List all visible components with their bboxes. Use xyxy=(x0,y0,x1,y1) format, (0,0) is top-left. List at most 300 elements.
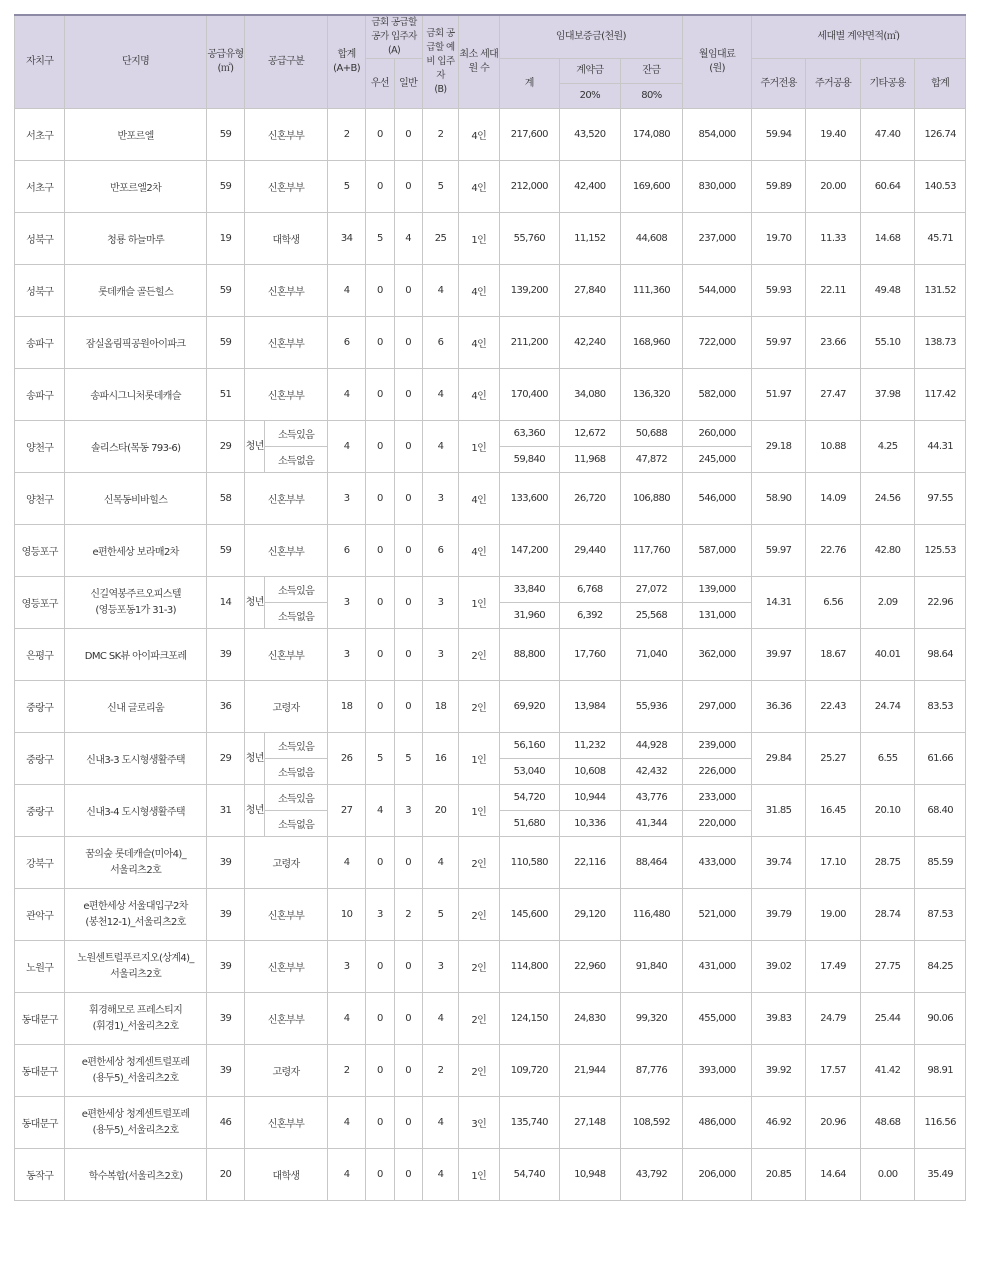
cell-a1: 39.83 xyxy=(751,993,806,1045)
cell-a1: 39.79 xyxy=(751,889,806,941)
cell-supply-category: 신혼부부 xyxy=(245,369,328,421)
cell-pri: 0 xyxy=(366,941,394,993)
cell-con: 10,608 xyxy=(560,759,621,785)
cell-a1: 46.92 xyxy=(751,1097,806,1149)
rental-supply-table xyxy=(14,14,966,1201)
cell-income-no: 소득없음 xyxy=(265,603,328,629)
cell-pri: 0 xyxy=(366,629,394,681)
table-body xyxy=(15,109,966,1201)
cell-min: 4인 xyxy=(459,525,499,577)
cell-gen: 0 xyxy=(394,1149,422,1201)
cell-rent: 830,000 xyxy=(683,161,752,213)
cell-min: 4인 xyxy=(459,161,499,213)
cell-total: 4 xyxy=(327,1149,365,1201)
cell-district: 동대문구 xyxy=(15,993,65,1045)
cell-con: 11,152 xyxy=(560,213,621,265)
cell-a3: 47.40 xyxy=(860,109,915,161)
cell-district: 동대문구 xyxy=(15,1045,65,1097)
header-area-sum: 합계 xyxy=(915,59,966,109)
cell-a3: 60.64 xyxy=(860,161,915,213)
table-row xyxy=(15,993,966,1045)
cell-reserve: 18 xyxy=(422,681,458,733)
cell-complex-name: 신내3-4 도시형생활주택 xyxy=(65,785,206,837)
cell-bal: 71,040 xyxy=(620,629,683,681)
cell-pri: 0 xyxy=(366,161,394,213)
cell-gen: 0 xyxy=(394,577,422,629)
cell-district: 동작구 xyxy=(15,1149,65,1201)
header-complex: 단지명 xyxy=(65,15,206,109)
cell-supply-type: 39 xyxy=(206,941,244,993)
cell-pri: 0 xyxy=(366,109,394,161)
cell-bal: 47,872 xyxy=(620,447,683,473)
cell-youth-label: 청년 xyxy=(245,785,265,837)
cell-district: 영등포구 xyxy=(15,525,65,577)
cell-reserve: 3 xyxy=(422,629,458,681)
cell-rent: 544,000 xyxy=(683,265,752,317)
cell-pri: 0 xyxy=(366,369,394,421)
cell-a1: 39.02 xyxy=(751,941,806,993)
cell-a3: 24.56 xyxy=(860,473,915,525)
cell-a2: 17.10 xyxy=(806,837,861,889)
cell-rent: 521,000 xyxy=(683,889,752,941)
cell-dep: 145,600 xyxy=(499,889,560,941)
cell-rent: 226,000 xyxy=(683,759,752,785)
cell-a2: 22.43 xyxy=(806,681,861,733)
header-priority: 우선 xyxy=(366,59,394,109)
cell-bal: 55,936 xyxy=(620,681,683,733)
cell-pri: 0 xyxy=(366,265,394,317)
table-row xyxy=(15,733,966,759)
cell-min: 2인 xyxy=(459,681,499,733)
table-row xyxy=(15,1045,966,1097)
cell-supply-type: 29 xyxy=(206,733,244,785)
cell-youth-label: 청년 xyxy=(245,421,265,473)
cell-reserve: 2 xyxy=(422,109,458,161)
cell-a4: 140.53 xyxy=(915,161,966,213)
cell-supply-type: 36 xyxy=(206,681,244,733)
cell-supply-category: 고령자 xyxy=(245,681,328,733)
cell-reserve: 2 xyxy=(422,1045,458,1097)
cell-dep: 53,040 xyxy=(499,759,560,785)
cell-district: 양천구 xyxy=(15,421,65,473)
cell-total: 5 xyxy=(327,161,365,213)
cell-con: 43,520 xyxy=(560,109,621,161)
cell-a2: 27.47 xyxy=(806,369,861,421)
cell-a2: 22.76 xyxy=(806,525,861,577)
cell-income-yes: 소득있음 xyxy=(265,733,328,759)
cell-a2: 11.33 xyxy=(806,213,861,265)
cell-bal: 108,592 xyxy=(620,1097,683,1149)
cell-total: 26 xyxy=(327,733,365,785)
header-total: 합계 (A+B) xyxy=(327,15,365,109)
cell-a1: 51.97 xyxy=(751,369,806,421)
cell-total: 18 xyxy=(327,681,365,733)
cell-district: 은평구 xyxy=(15,629,65,681)
cell-a3: 48.68 xyxy=(860,1097,915,1149)
cell-a1: 39.92 xyxy=(751,1045,806,1097)
cell-rent: 455,000 xyxy=(683,993,752,1045)
cell-district: 서초구 xyxy=(15,161,65,213)
table-wrapper xyxy=(14,14,966,1201)
cell-con: 22,116 xyxy=(560,837,621,889)
cell-bal: 169,600 xyxy=(620,161,683,213)
cell-income-yes: 소득있음 xyxy=(265,577,328,603)
cell-area-a3: 6.55 xyxy=(860,733,915,785)
cell-supply-type: 14 xyxy=(206,577,244,629)
cell-a2: 22.11 xyxy=(806,265,861,317)
table-row xyxy=(15,1149,966,1201)
cell-a4: 138.73 xyxy=(915,317,966,369)
cell-con: 11,968 xyxy=(560,447,621,473)
cell-dep: 59,840 xyxy=(499,447,560,473)
cell-complex-name: 신내3-3 도시형생활주택 xyxy=(65,733,206,785)
cell-supply-category: 신혼부부 xyxy=(245,265,328,317)
cell-a1: 39.97 xyxy=(751,629,806,681)
header-reserve: 금회 공급할 예비 입주자 (B) xyxy=(422,15,458,109)
cell-pri: 5 xyxy=(366,213,394,265)
cell-a3: 28.75 xyxy=(860,837,915,889)
cell-gen: 0 xyxy=(394,473,422,525)
cell-supply-category: 신혼부부 xyxy=(245,629,328,681)
cell-complex-name: 신내 글로리움 xyxy=(65,681,206,733)
cell-area-a3: 20.10 xyxy=(860,785,915,837)
cell-con: 22,960 xyxy=(560,941,621,993)
cell-con: 10,336 xyxy=(560,811,621,837)
cell-supply-category: 고령자 xyxy=(245,1045,328,1097)
header-district: 자치구 xyxy=(15,15,65,109)
cell-rent: 486,000 xyxy=(683,1097,752,1149)
cell-con: 10,944 xyxy=(560,785,621,811)
cell-complex-name: DMC SK뷰 아이파크포레 xyxy=(65,629,206,681)
cell-pri: 5 xyxy=(366,733,394,785)
table-row xyxy=(15,161,966,213)
cell-bal: 111,360 xyxy=(620,265,683,317)
cell-total: 2 xyxy=(327,109,365,161)
header-round-supply: 금회 공급할 공가 입주자 (A) xyxy=(366,15,423,59)
table-row xyxy=(15,109,966,161)
cell-district: 노원구 xyxy=(15,941,65,993)
cell-bal: 43,792 xyxy=(620,1149,683,1201)
cell-rent: 587,000 xyxy=(683,525,752,577)
cell-supply-type: 59 xyxy=(206,161,244,213)
cell-total: 4 xyxy=(327,1097,365,1149)
header-min-household: 최소 세대원 수 xyxy=(459,15,499,109)
cell-con: 12,672 xyxy=(560,421,621,447)
cell-con: 6,392 xyxy=(560,603,621,629)
cell-bal: 50,688 xyxy=(620,421,683,447)
cell-a3: 24.74 xyxy=(860,681,915,733)
cell-supply-type: 39 xyxy=(206,629,244,681)
cell-reserve: 4 xyxy=(422,369,458,421)
cell-a3: 49.48 xyxy=(860,265,915,317)
cell-a2: 19.40 xyxy=(806,109,861,161)
cell-complex-name: 반포르엘2차 xyxy=(65,161,206,213)
cell-supply-type: 59 xyxy=(206,317,244,369)
cell-dep: 147,200 xyxy=(499,525,560,577)
cell-supply-category: 고령자 xyxy=(245,837,328,889)
cell-bal: 174,080 xyxy=(620,109,683,161)
cell-complex-name: 신목동비바힐스 xyxy=(65,473,206,525)
table-row xyxy=(15,941,966,993)
cell-dep: 133,600 xyxy=(499,473,560,525)
cell-a1: 19.70 xyxy=(751,213,806,265)
cell-min: 1인 xyxy=(459,785,499,837)
cell-pri: 0 xyxy=(366,1149,394,1201)
cell-bal: 99,320 xyxy=(620,993,683,1045)
cell-a1: 59.89 xyxy=(751,161,806,213)
cell-gen: 0 xyxy=(394,161,422,213)
cell-min: 1인 xyxy=(459,1149,499,1201)
cell-reserve: 25 xyxy=(422,213,458,265)
cell-district: 동대문구 xyxy=(15,1097,65,1149)
cell-a4: 97.55 xyxy=(915,473,966,525)
cell-dep: 31,960 xyxy=(499,603,560,629)
cell-youth-label: 청년 xyxy=(245,577,265,629)
cell-complex-name: e편한세상 서울대입구2차 (봉천12-1)_서울리츠2호 xyxy=(65,889,206,941)
cell-gen: 0 xyxy=(394,629,422,681)
cell-gen: 5 xyxy=(394,733,422,785)
cell-area-a4: 44.31 xyxy=(915,421,966,473)
cell-con: 42,240 xyxy=(560,317,621,369)
cell-a4: 85.59 xyxy=(915,837,966,889)
cell-district: 성북구 xyxy=(15,265,65,317)
cell-district: 중랑구 xyxy=(15,785,65,837)
cell-gen: 3 xyxy=(394,785,422,837)
cell-district: 관악구 xyxy=(15,889,65,941)
cell-gen: 0 xyxy=(394,837,422,889)
cell-complex-name: 반포르엘 xyxy=(65,109,206,161)
cell-supply-type: 39 xyxy=(206,993,244,1045)
cell-a3: 25.44 xyxy=(860,993,915,1045)
cell-dep: 217,600 xyxy=(499,109,560,161)
cell-con: 27,148 xyxy=(560,1097,621,1149)
cell-pri: 0 xyxy=(366,1097,394,1149)
cell-total: 6 xyxy=(327,317,365,369)
cell-complex-name: 롯데캐슬 골든힐스 xyxy=(65,265,206,317)
header-balance-pct: 80% xyxy=(620,84,683,109)
cell-bal: 106,880 xyxy=(620,473,683,525)
cell-bal: 91,840 xyxy=(620,941,683,993)
cell-supply-type: 59 xyxy=(206,109,244,161)
cell-a4: 116.56 xyxy=(915,1097,966,1149)
cell-min: 2인 xyxy=(459,889,499,941)
cell-complex-name: e편한세상 청계센트럴포레 (용두5)_서울리츠2호 xyxy=(65,1045,206,1097)
cell-complex-name: 청룡 하늘마루 xyxy=(65,213,206,265)
cell-complex-name: 학수복합(서울리츠2호) xyxy=(65,1149,206,1201)
cell-complex-name: 송파시그니처롯데캐슬 xyxy=(65,369,206,421)
cell-reserve: 4 xyxy=(422,1149,458,1201)
cell-pri: 0 xyxy=(366,1045,394,1097)
cell-dep: 56,160 xyxy=(499,733,560,759)
cell-a4: 45.71 xyxy=(915,213,966,265)
cell-pri: 0 xyxy=(366,681,394,733)
cell-min: 1인 xyxy=(459,733,499,785)
cell-a1: 59.97 xyxy=(751,525,806,577)
cell-a3: 41.42 xyxy=(860,1045,915,1097)
cell-reserve: 4 xyxy=(422,421,458,473)
cell-a3: 27.75 xyxy=(860,941,915,993)
table-row xyxy=(15,785,966,811)
cell-dep: 55,760 xyxy=(499,213,560,265)
cell-total: 4 xyxy=(327,421,365,473)
cell-a1: 20.85 xyxy=(751,1149,806,1201)
cell-a2: 14.09 xyxy=(806,473,861,525)
cell-min: 4인 xyxy=(459,369,499,421)
cell-rent: 260,000 xyxy=(683,421,752,447)
cell-supply-category: 신혼부부 xyxy=(245,889,328,941)
header-area-other: 기타공용 xyxy=(860,59,915,109)
cell-a2: 23.66 xyxy=(806,317,861,369)
table-header xyxy=(15,15,966,109)
cell-a4: 35.49 xyxy=(915,1149,966,1201)
cell-a2: 17.49 xyxy=(806,941,861,993)
cell-reserve: 5 xyxy=(422,161,458,213)
cell-supply-type: 39 xyxy=(206,837,244,889)
cell-rent: 362,000 xyxy=(683,629,752,681)
cell-gen: 0 xyxy=(394,109,422,161)
cell-pri: 0 xyxy=(366,837,394,889)
cell-supply-type: 29 xyxy=(206,421,244,473)
cell-min: 1인 xyxy=(459,213,499,265)
cell-area-a2: 16.45 xyxy=(806,785,861,837)
cell-rent: 433,000 xyxy=(683,837,752,889)
cell-dep: 88,800 xyxy=(499,629,560,681)
cell-rent: 393,000 xyxy=(683,1045,752,1097)
cell-area-a2: 25.27 xyxy=(806,733,861,785)
cell-income-no: 소득없음 xyxy=(265,811,328,837)
cell-reserve: 6 xyxy=(422,317,458,369)
cell-rent: 245,000 xyxy=(683,447,752,473)
cell-con: 29,120 xyxy=(560,889,621,941)
table-row xyxy=(15,265,966,317)
cell-a2: 24.79 xyxy=(806,993,861,1045)
table-row xyxy=(15,317,966,369)
cell-area-a4: 22.96 xyxy=(915,577,966,629)
cell-rent: 239,000 xyxy=(683,733,752,759)
cell-supply-type: 59 xyxy=(206,525,244,577)
cell-min: 1인 xyxy=(459,421,499,473)
cell-min: 2인 xyxy=(459,941,499,993)
cell-area-a2: 6.56 xyxy=(806,577,861,629)
cell-gen: 0 xyxy=(394,993,422,1045)
cell-reserve: 4 xyxy=(422,993,458,1045)
cell-total: 4 xyxy=(327,369,365,421)
cell-income-yes: 소득있음 xyxy=(265,785,328,811)
cell-a3: 42.80 xyxy=(860,525,915,577)
cell-gen: 0 xyxy=(394,1097,422,1149)
cell-rent: 233,000 xyxy=(683,785,752,811)
cell-income-yes: 소득있음 xyxy=(265,421,328,447)
cell-income-no: 소득없음 xyxy=(265,447,328,473)
cell-min: 4인 xyxy=(459,265,499,317)
cell-total: 3 xyxy=(327,629,365,681)
cell-district: 성북구 xyxy=(15,213,65,265)
table-row xyxy=(15,889,966,941)
cell-gen: 0 xyxy=(394,1045,422,1097)
cell-a2: 17.57 xyxy=(806,1045,861,1097)
cell-bal: 42,432 xyxy=(620,759,683,785)
header-deposit: 임대보증금(천원) xyxy=(499,15,683,59)
cell-dep: 51,680 xyxy=(499,811,560,837)
cell-rent: 139,000 xyxy=(683,577,752,603)
header-supply-type: 공급유형 (㎡) xyxy=(206,15,244,109)
cell-rent: 220,000 xyxy=(683,811,752,837)
cell-area-a1: 29.18 xyxy=(751,421,806,473)
cell-con: 27,840 xyxy=(560,265,621,317)
cell-complex-name: e편한세상 청계센트럴포레 (용두5)_서울리츠2호 xyxy=(65,1097,206,1149)
cell-supply-category: 신혼부부 xyxy=(245,993,328,1045)
cell-district: 영등포구 xyxy=(15,577,65,629)
cell-reserve: 16 xyxy=(422,733,458,785)
cell-a4: 98.64 xyxy=(915,629,966,681)
cell-con: 10,948 xyxy=(560,1149,621,1201)
cell-a3: 14.68 xyxy=(860,213,915,265)
cell-pri: 0 xyxy=(366,317,394,369)
cell-pri: 0 xyxy=(366,993,394,1045)
cell-a1: 59.93 xyxy=(751,265,806,317)
cell-dep: 54,720 xyxy=(499,785,560,811)
cell-bal: 44,608 xyxy=(620,213,683,265)
cell-dep: 54,740 xyxy=(499,1149,560,1201)
cell-min: 4인 xyxy=(459,109,499,161)
cell-a2: 14.64 xyxy=(806,1149,861,1201)
cell-pri: 0 xyxy=(366,577,394,629)
cell-total: 3 xyxy=(327,941,365,993)
cell-complex-name: 꿈의숲 롯데캐슬(미아4)_ 서울리츠2호 xyxy=(65,837,206,889)
header-contract-pct: 20% xyxy=(560,84,621,109)
cell-area-a4: 61.66 xyxy=(915,733,966,785)
cell-gen: 0 xyxy=(394,317,422,369)
cell-dep: 110,580 xyxy=(499,837,560,889)
cell-supply-type: 19 xyxy=(206,213,244,265)
cell-complex-name: 잠실올림픽공원아이파크 xyxy=(65,317,206,369)
cell-a1: 36.36 xyxy=(751,681,806,733)
cell-area-a1: 31.85 xyxy=(751,785,806,837)
cell-district: 강북구 xyxy=(15,837,65,889)
cell-con: 11,232 xyxy=(560,733,621,759)
cell-rent: 206,000 xyxy=(683,1149,752,1201)
cell-dep: 124,150 xyxy=(499,993,560,1045)
cell-supply-category: 신혼부부 xyxy=(245,941,328,993)
cell-supply-category: 대학생 xyxy=(245,1149,328,1201)
cell-dep: 33,840 xyxy=(499,577,560,603)
cell-total: 4 xyxy=(327,993,365,1045)
header-deposit-total: 계 xyxy=(499,59,560,109)
cell-a4: 117.42 xyxy=(915,369,966,421)
cell-min: 2인 xyxy=(459,993,499,1045)
cell-min: 3인 xyxy=(459,1097,499,1149)
table-row xyxy=(15,681,966,733)
table-row xyxy=(15,1097,966,1149)
cell-rent: 722,000 xyxy=(683,317,752,369)
table-row xyxy=(15,473,966,525)
cell-a4: 125.53 xyxy=(915,525,966,577)
cell-total: 2 xyxy=(327,1045,365,1097)
cell-dep: 69,920 xyxy=(499,681,560,733)
cell-total: 6 xyxy=(327,525,365,577)
cell-area-a1: 14.31 xyxy=(751,577,806,629)
cell-rent: 131,000 xyxy=(683,603,752,629)
cell-bal: 27,072 xyxy=(620,577,683,603)
cell-con: 17,760 xyxy=(560,629,621,681)
cell-supply-category: 신혼부부 xyxy=(245,473,328,525)
cell-area-a3: 4.25 xyxy=(860,421,915,473)
cell-supply-category: 신혼부부 xyxy=(245,1097,328,1149)
cell-gen: 0 xyxy=(394,421,422,473)
cell-pri: 0 xyxy=(366,421,394,473)
cell-rent: 237,000 xyxy=(683,213,752,265)
cell-con: 21,944 xyxy=(560,1045,621,1097)
